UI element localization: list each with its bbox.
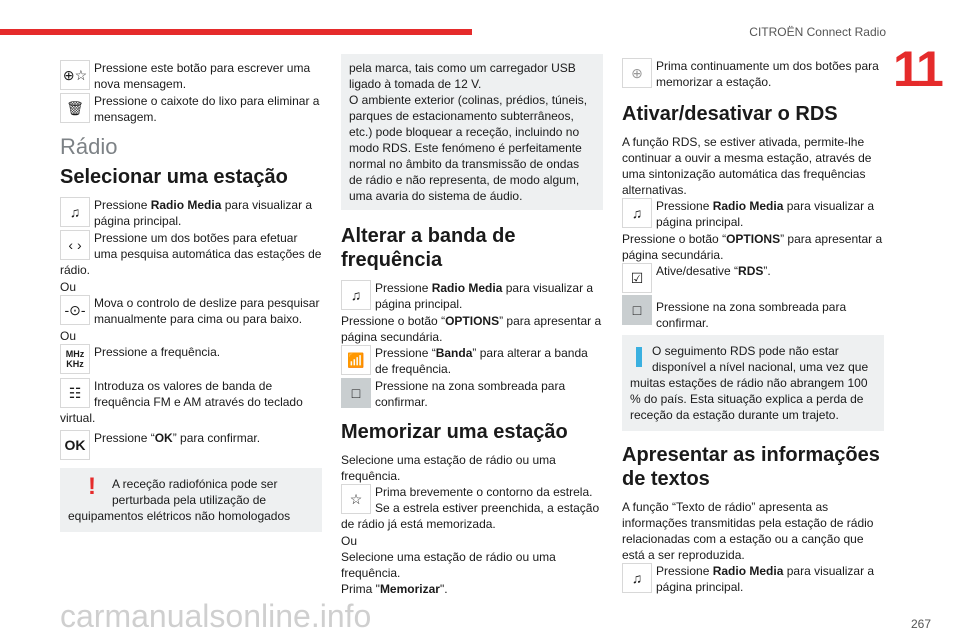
preset-plus-icon: ⊕ [622,58,652,88]
step: OK Pressione “OK” para confirmar. [60,430,322,460]
step: ♫ Pressione Radio Media para visualizar a página principal. [60,197,322,229]
or-text: Ou [60,329,77,343]
heading-change-band: Alterar a banda de frequência [341,225,516,271]
step: ⊕ Prima continuamente um dos botões para memorizar a estação. [622,58,884,90]
heading-text-info: Apresentar as informações de textos [622,444,880,490]
or-text: Ou [341,534,358,548]
step: ♫ Pressione Radio Media para visualizar a página principal. [622,563,884,595]
step: Selecione uma estação de rádio ou uma frequência. [341,453,556,483]
step: 📶 Pressione “Banda” para alterar a banda de frequência. [341,345,603,377]
music-note-icon: ♫ [622,563,652,593]
chevrons-left-right-icon: ‹ › [60,230,90,260]
shaded-zone-icon: □ [341,378,371,408]
running-header: CITROËN Connect Radio [749,25,886,39]
step: ♫ Pressione Radio Media para visualizar a página principal. [341,280,603,312]
step: ‹ › Pressione um dos botões para efetuar uma pesquisa automática das estações de rádio. [60,231,322,277]
slider-icon: -⊙- [60,295,90,325]
step: Selecione uma estação de rádio ou uma frequência. [341,550,556,580]
keypad-icon: ☷ [60,378,90,408]
music-note-icon: ♫ [60,197,90,227]
step: ☑ Ative/desative “RDS”. [622,263,884,293]
step: ♫ Pressione Radio Media para visualizar a página principal. [622,198,884,230]
step: □ Pressione na zona sombreada para confirmar. [341,378,603,410]
new-message-icon: ⊕☆ [60,60,90,90]
note-box: pela marca, tais como um carregador USB ligado à tomada de 12 V. O ambiente exterior (colinas, prédios, túneis, parques de estacionamento subterrâneos, etc.) pode bloquear a receção, incluindo no modo RDS. Este fenómeno é perfeitamente normal no âmbito da transmissão de ondas de rádio e não representa, de modo algum, uma avaria do sistema de áudio. [341,54,603,210]
watermark: carmanualsonline.info [60,598,372,634]
column-2 [341,54,603,597]
warning-icon: ! [88,473,96,500]
heading-select-station: Selecionar uma estação [60,166,288,188]
paragraph: A função “Texto de rádio” apresenta as informações transmitidas pela estação de rádio relacionadas com a estação ou a canção que está a ser reproduzida. [622,500,874,562]
page-number: 267 [911,617,932,631]
info-box: O seguimento RDS pode não estar disponível a nível nacional, uma vez que muitas estações de rádio não abrangem 100 % do país. Esta situação explica a perda de receção da estação durante um trajeto. [622,335,884,431]
warning-box: ! A receção radiofónica pode ser perturbada pela utilização de equipamentos elétricos não homologados [60,468,322,532]
instruction-new-message: ⊕☆ Pressione este botão para escrever uma nova mensagem. [60,60,322,92]
step: Prima "Memorizar". [341,582,448,596]
info-icon [636,347,642,367]
header-accent-bar [0,29,472,35]
column-3 [622,58,884,596]
music-note-icon: ♫ [622,198,652,228]
ok-icon: OK [60,430,90,460]
shaded-zone-icon: □ [622,295,652,325]
column-1 [60,60,322,532]
or-text: Ou [60,280,77,294]
star-icon: ☆ [341,484,371,514]
instruction-delete: 🗑 Pressione o caixote do lixo para eliminar a mensagem. [60,93,322,125]
checkbox-icon: ☑ [622,263,652,293]
frequency-icon: MHz KHz [60,344,90,374]
step: -⊙- Mova o controlo de deslize para pesquisar manualmente para cima ou para baixo. [60,295,322,327]
trash-icon: 🗑 [60,93,90,123]
step: MHz KHz Pressione a frequência. [60,344,322,374]
heading-memorize: Memorizar uma estação [341,421,568,443]
step: ☆ Prima brevemente o contorno da estrela. Se a estrela estiver preenchida, a estação de rádio já está memorizada. [341,485,600,531]
step: Pressione o botão “OPTIONS” para apresentar a página secundária. [622,232,883,262]
step: ☷ Introduza os valores de banda de frequência FM e AM através do teclado virtual. [60,379,303,425]
section-title: Rádio [60,134,118,159]
chapter-number: 11 [893,41,942,97]
heading-rds: Ativar/desativar o RDS [622,103,838,125]
music-note-icon: ♫ [341,280,371,310]
paragraph: A função RDS, se estiver ativada, permite-lhe continuar a ouvir a mesma estação, através de uma sintonização automática das frequências alternativas. [622,135,872,197]
step: Pressione o botão “OPTIONS” para apresentar a página secundária. [341,314,602,344]
step: □ Pressione na zona sombreada para confirmar. [622,295,884,331]
radio-fm-icon: 📶 [341,345,371,375]
